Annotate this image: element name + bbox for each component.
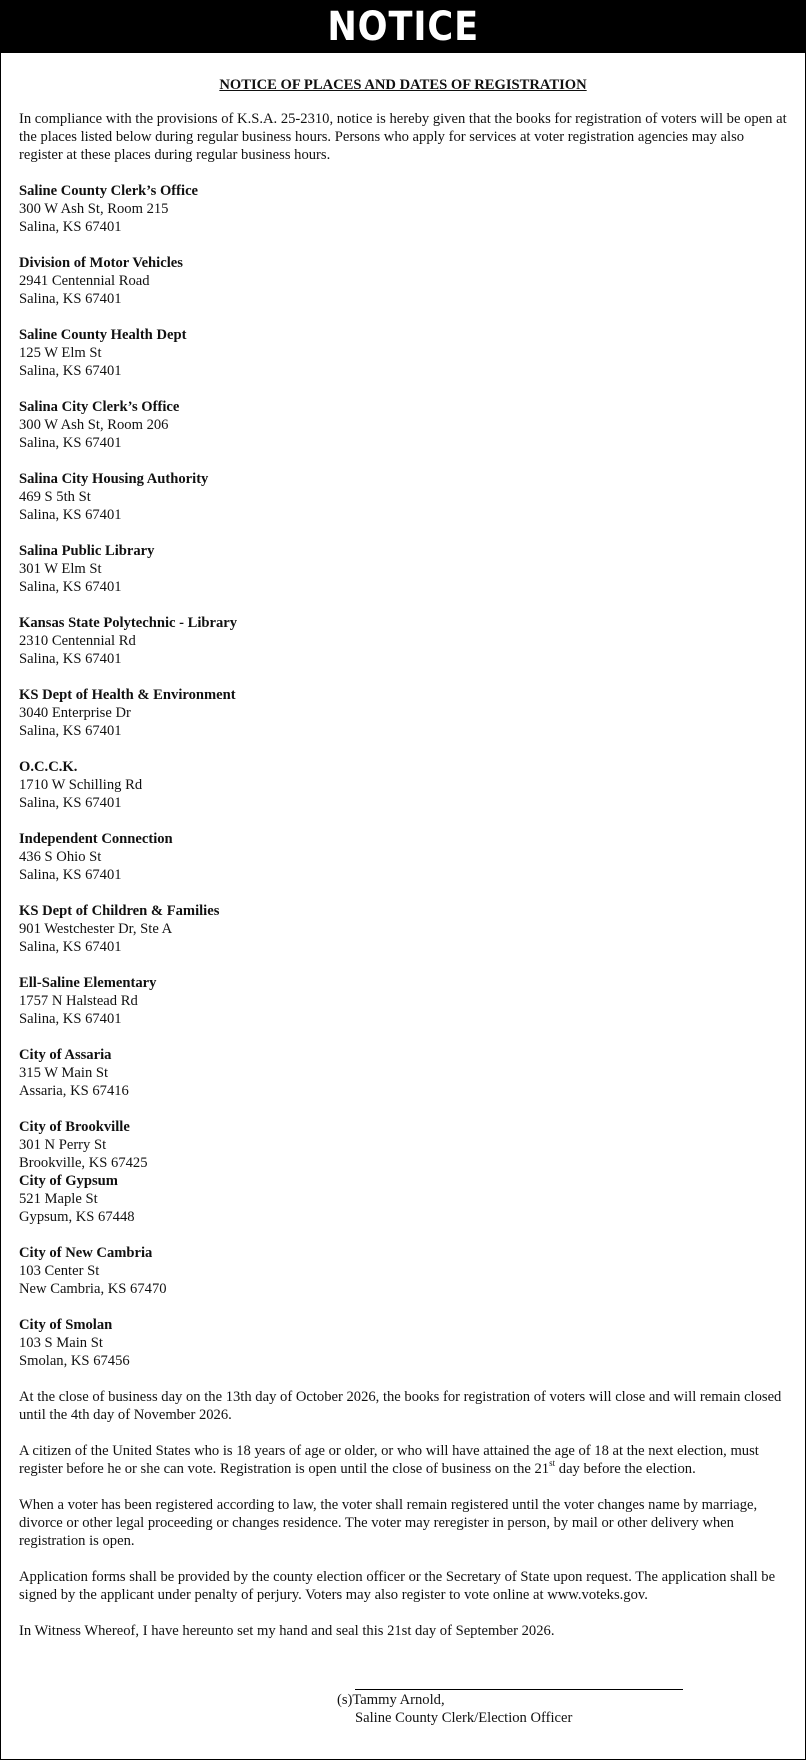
office-entry — [19, 470, 787, 524]
office-name: City of Brookville — [19, 1119, 130, 1135]
office-city: Gypsum, KS 67448 — [19, 1209, 135, 1225]
office-name: KS Dept of Health & Environment — [19, 687, 236, 703]
office-address: 301 W Elm St — [19, 561, 102, 577]
witness-paragraph: In Witness Whereof, I have hereunto set my hand and seal this 21st day of September 2026. — [19, 1623, 555, 1639]
signature-line — [355, 1689, 683, 1690]
office-entry — [19, 686, 787, 740]
registered-paragraph: When a voter has been registered according to law, the voter shall remain registered until the voter changes name by marriage, divorce or other legal proceeding or changes residence. The voter may reregister in person, by mail or other delivery when registration is open. — [19, 1497, 758, 1549]
office-address: 1710 W Schilling Rd — [19, 777, 143, 793]
notice-title: NOTICE OF PLACES AND DATES OF REGISTRATION — [219, 77, 587, 93]
office-city: Salina, KS 67401 — [19, 1011, 122, 1027]
office-entry — [19, 830, 787, 884]
office-city: Salina, KS 67401 — [19, 291, 122, 307]
office-address: 103 Center St — [19, 1263, 100, 1279]
office-name: Independent Connection — [19, 831, 173, 847]
office-city: Salina, KS 67401 — [19, 219, 122, 235]
citizen-text-start: A citizen of the United States who is 18 years of age or older, or who will have attained the age of 18 at the next election, must register before he or she can vote. Registration is open until the close of business on the 21 — [19, 1443, 759, 1477]
office-address: 901 Westchester Dr, Ste A — [19, 921, 173, 937]
office-entry — [19, 614, 787, 668]
intro-paragraph: In compliance with the provisions of K.S.A. 25-2310, notice is hereby given that the books for registration of voters will be open at the places listed below during regular business hours. Persons who apply for services at voter registration agencies may also register at these places during regular business hours. — [19, 111, 787, 163]
office-city: Assaria, KS 67416 — [19, 1083, 129, 1099]
office-name: Ell-Saline Elementary — [19, 975, 157, 991]
banner-title: NOTICE — [327, 4, 479, 50]
office-name: City of New Cambria — [19, 1245, 153, 1261]
signature-name: (s)Tammy Arnold, — [337, 1692, 445, 1708]
office-entry — [19, 758, 787, 812]
office-address: 300 W Ash St, Room 206 — [19, 417, 169, 433]
office-entry — [19, 182, 787, 236]
office-name: Saline County Clerk’s Office — [19, 183, 199, 199]
application-paragraph: Application forms shall be provided by the county election officer or the Secretary of State upon request. The application shall be signed by the applicant under penalty of perjury. Voters may also register to vote online at www.voteks.gov. — [19, 1569, 776, 1603]
office-address: 2941 Centennial Road — [19, 273, 150, 289]
office-entry — [19, 254, 787, 308]
signature-title: Saline County Clerk/Election Officer — [355, 1710, 573, 1726]
office-name: City of Gypsum — [19, 1173, 118, 1189]
office-city: Salina, KS 67401 — [19, 507, 122, 523]
office-address: 1757 N Halstead Rd — [19, 993, 138, 1009]
closing-paragraph: At the close of business day on the 13th day of October 2026, the books for registration of voters will close and will remain closed until the 4th day of November 2026. — [19, 1389, 782, 1423]
office-entry — [19, 1316, 787, 1370]
office-city: New Cambria, KS 67470 — [19, 1281, 167, 1297]
office-city: Salina, KS 67401 — [19, 939, 122, 955]
office-entry — [19, 326, 787, 380]
office-entry — [19, 398, 787, 452]
notice-body — [1, 53, 805, 1640]
office-address: 315 W Main St — [19, 1065, 109, 1081]
office-entry — [19, 1118, 787, 1172]
office-city: Salina, KS 67401 — [19, 363, 122, 379]
office-name: Division of Motor Vehicles — [19, 255, 183, 271]
office-city: Salina, KS 67401 — [19, 723, 122, 739]
office-name: Salina Public Library — [19, 543, 155, 559]
office-name: O.C.C.K. — [19, 759, 78, 775]
office-address: 103 S Main St — [19, 1335, 103, 1351]
office-name: Kansas State Polytechnic - Library — [19, 615, 238, 631]
office-city: Salina, KS 67401 — [19, 651, 122, 667]
office-entry — [19, 542, 787, 596]
office-city: Salina, KS 67401 — [19, 579, 122, 595]
office-name: City of Assaria — [19, 1047, 112, 1063]
office-entry — [19, 1244, 787, 1298]
office-name: City of Smolan — [19, 1317, 113, 1333]
office-city: Salina, KS 67401 — [19, 795, 122, 811]
office-city: Salina, KS 67401 — [19, 867, 122, 883]
signature-block — [337, 1691, 683, 1727]
office-entry — [19, 974, 787, 1028]
office-name: Saline County Health Dept — [19, 327, 187, 343]
citizen-paragraph — [19, 1442, 787, 1478]
office-entry — [19, 1172, 787, 1226]
office-city: Salina, KS 67401 — [19, 435, 122, 451]
office-address: 2310 Centennial Rd — [19, 633, 136, 649]
office-name: Salina City Clerk’s Office — [19, 399, 180, 415]
office-address: 521 Maple St — [19, 1191, 98, 1207]
citizen-text-end: day before the election. — [555, 1461, 696, 1477]
office-city: Brookville, KS 67425 — [19, 1155, 148, 1171]
office-address: 125 W Elm St — [19, 345, 102, 361]
office-name: KS Dept of Children & Families — [19, 903, 220, 919]
office-address: 300 W Ash St, Room 215 — [19, 201, 169, 217]
office-city: Smolan, KS 67456 — [19, 1353, 130, 1369]
office-name: Salina City Housing Authority — [19, 471, 209, 487]
notice-banner — [1, 1, 805, 53]
office-address: 3040 Enterprise Dr — [19, 705, 131, 721]
office-address: 436 S Ohio St — [19, 849, 102, 865]
office-address: 469 S 5th St — [19, 489, 91, 505]
office-address: 301 N Perry St — [19, 1137, 107, 1153]
ordinal-suffix: st — [549, 1458, 556, 1469]
office-entry — [19, 902, 787, 956]
office-entry — [19, 1046, 787, 1100]
